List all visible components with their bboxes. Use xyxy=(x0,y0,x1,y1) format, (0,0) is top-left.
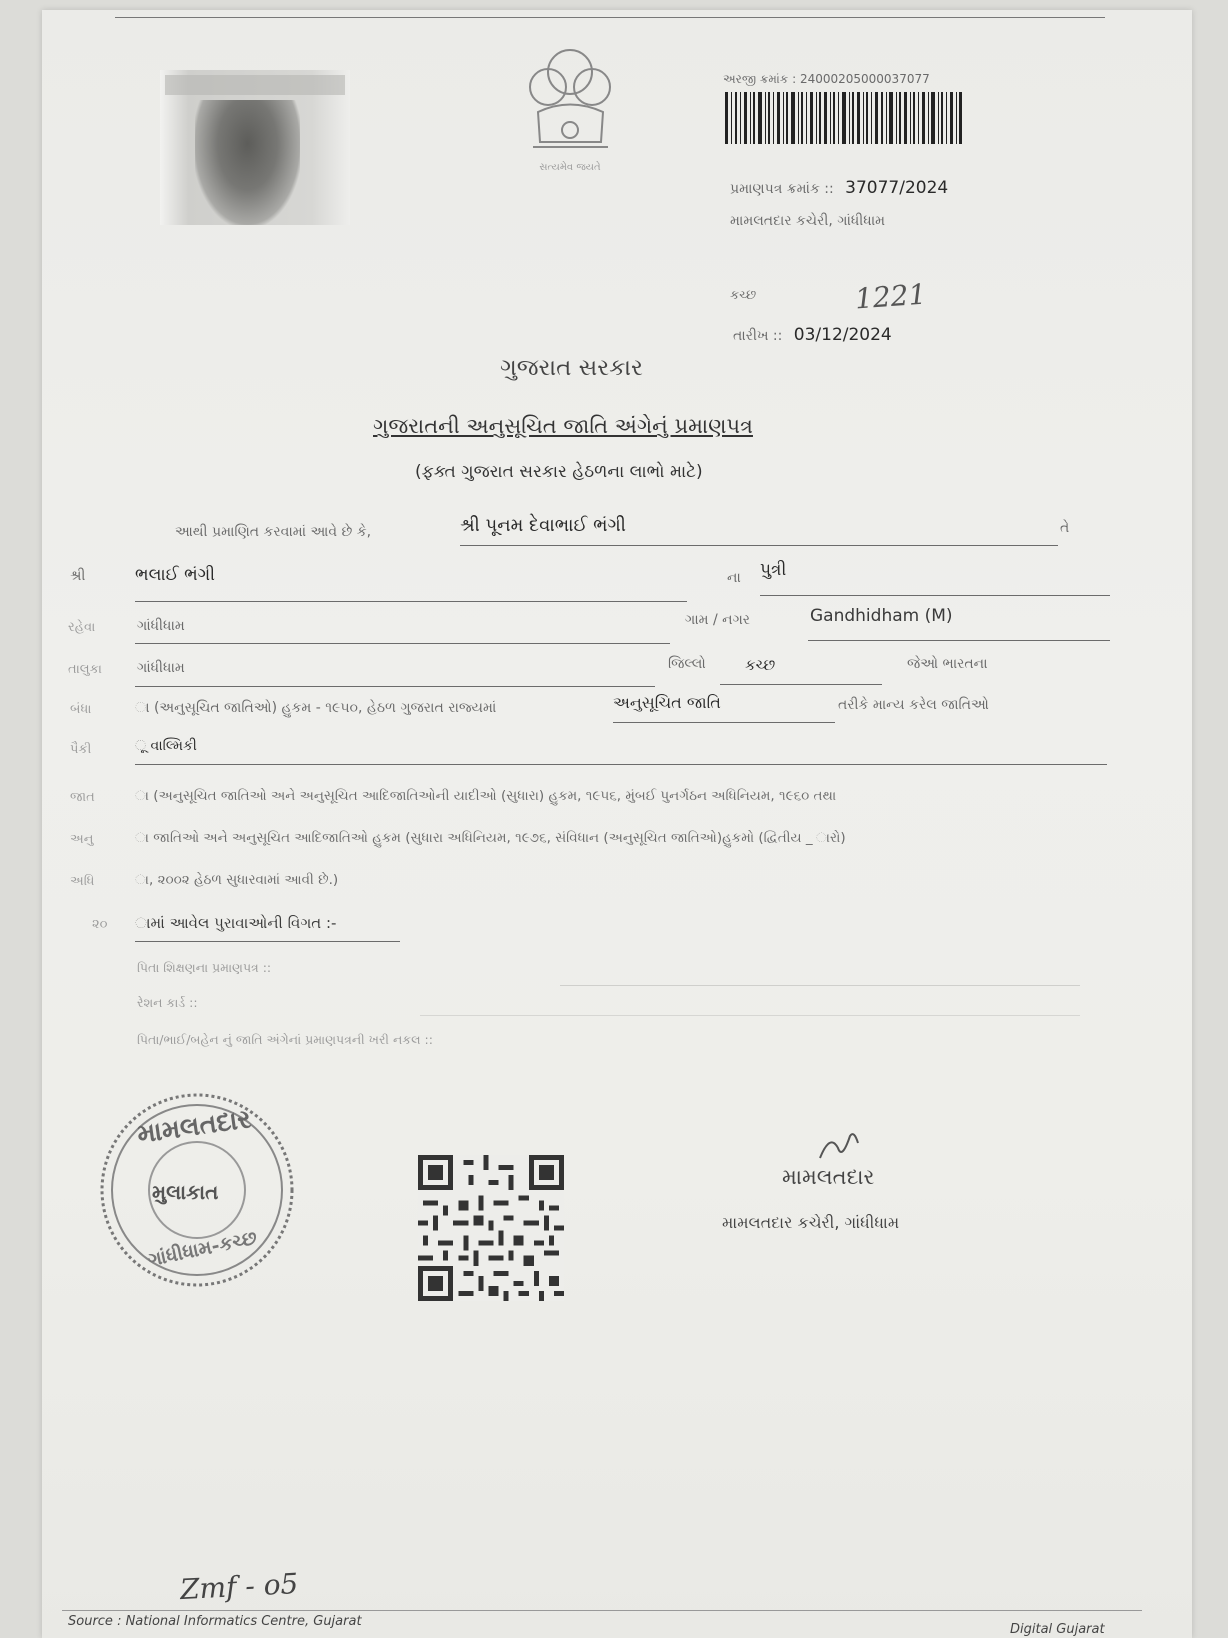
certificate-page xyxy=(42,10,1192,1638)
evidence-item-relative-certificate: પિતા/ભાઈ/બહેન નું જાતિ અંગેનાં પ્રમાણપત્રની ખરી નકલ :: xyxy=(137,1032,433,1047)
village-name: ગાંધીધામ xyxy=(137,618,185,634)
handwritten-register-number: 1221 xyxy=(853,277,928,316)
evidence-heading: ામાં આવેલ પુરાવાઓની વિગત :- xyxy=(135,914,337,932)
certificate-number-label: પ્રમાણપત્ર ક્રમાંક :: xyxy=(730,181,834,197)
faint-rule-1 xyxy=(560,985,1080,986)
district-underline xyxy=(720,684,882,685)
signatory-title: મામલતદાર xyxy=(782,1165,875,1189)
relation: પુત્રી xyxy=(760,560,787,580)
barcode xyxy=(725,92,965,144)
evidence-item-ration-card: રેશન કાર્ડ :: xyxy=(137,995,198,1010)
district-label: જિલ્લો xyxy=(668,656,706,672)
applicant-name: શ્રી પૂનમ દેવાભાઈ ભંગી xyxy=(460,515,626,536)
caste-prefix: પૈકી xyxy=(70,742,92,757)
seal-top-text: મામલતદાર xyxy=(135,1104,253,1150)
application-number: અરજી ક્રમાંક : 240002050000370​77 xyxy=(723,72,930,86)
qr-code[interactable] xyxy=(418,1155,564,1301)
faint-rule-2 xyxy=(420,1015,1080,1016)
handwritten-note: Zmf - o5 xyxy=(179,1566,300,1607)
footer-line xyxy=(62,1610,1142,1611)
residence-prefix: રહેવા xyxy=(68,620,96,635)
legal-paragraph-line-2: ા જાતિઓ અને અનુસૂચિત આદિજાતિઓ હુકમ (સુધારા અધિનિયમ, ૧૯૭૬, સંવિધાન (અનુસૂચિત જાતિઓ)હુકમો (દ્વિતીય _ ારો) xyxy=(135,830,846,846)
evidence-heading-underline xyxy=(135,941,400,942)
seal-middle-text: મુલાકાત xyxy=(152,1180,219,1204)
para3-prefix: અધિ xyxy=(70,874,95,889)
recognized-castes-text: તરીકે માન્ય કરેલ જાતિઓ xyxy=(838,697,989,713)
certificate-number: 37077/2024 xyxy=(845,178,949,198)
certificate-title: ગુજરાતની અનુસૂચિત જાતિ અંગેનું પ્રમાણપત્ર xyxy=(373,414,753,438)
town-label: ગામ / નગર xyxy=(685,612,751,628)
digital-gujarat-brand: Digital Gujarat xyxy=(1010,1622,1105,1637)
applicant-name-underline xyxy=(460,545,1058,546)
relation-underline xyxy=(760,595,1110,596)
father-name: ભલાઈ ભંગી xyxy=(135,565,216,585)
para1-prefix: જાત xyxy=(70,790,95,805)
taluka-name: ગાંધીધામ xyxy=(137,660,185,676)
certify-prefix: આથી પ્રમાણિત કરવામાં આવે છે કે, xyxy=(175,524,372,540)
certify-suffix: તે xyxy=(1060,520,1070,536)
taluka-prefix: તાલુકા xyxy=(68,662,102,677)
certificate-subtitle: (ફક્ત ગુજરાત સરકાર હેઠળના લાભો માટે) xyxy=(415,462,703,482)
applicant-photo xyxy=(160,70,350,225)
legal-paragraph-line-1: ા (અનુસૂચિત જાતિઓ અને અનુસૂચિત આદિજાતિઓની યાદીઓ (સુધારા) હુકમ, ૧૯૫૬, મુંબઈ પુનર્ગઠન અધિનિયમ, ૧૯૬૦ તથા xyxy=(135,788,837,804)
village-underline xyxy=(135,643,670,644)
evidence-prefix: ૨૦ xyxy=(92,917,108,932)
order-text: ા (અનુસૂચિત જાતિઓ) હુકમ - ૧૯૫૦, હેઠળ ગુજરાત રાજ્યમાં xyxy=(135,700,497,716)
certificate-number-row xyxy=(730,178,948,198)
nationality-text: જેઓ ભારતના xyxy=(907,656,988,672)
government-title: ગુજરાત સરકાર xyxy=(500,355,643,381)
top-border-line xyxy=(115,17,1105,18)
town-underline xyxy=(808,640,1110,641)
district-name: કચ્છ xyxy=(745,656,776,674)
seal-bottom-text: ગાંધીધામ-કચ્છ xyxy=(145,1226,260,1272)
svg-text:સત્યમેવ જયતે: સત્યમેવ જયતે xyxy=(539,162,601,173)
signature-mark xyxy=(810,1128,870,1168)
father-name-underline xyxy=(135,601,687,602)
relation-connector: ના xyxy=(727,570,741,586)
issue-date-label: તારીખ :: xyxy=(733,328,783,344)
signatory-office: મામલતદાર કચેરી, ગાંધીધામ xyxy=(722,1213,900,1232)
taluka-underline xyxy=(135,686,655,687)
caste-category: અનુસૂચિત જાતિ xyxy=(613,693,721,712)
evidence-item-education: પિતા શિક્ષણના પ્રમાણપત્ર :: xyxy=(137,960,272,975)
caste-category-underline xyxy=(613,722,835,723)
para2-prefix: અનુ xyxy=(70,832,94,847)
father-prefix: શ્રી xyxy=(70,568,86,584)
issue-date: 03/12/2024 xyxy=(793,325,892,345)
caste-underline xyxy=(135,764,1107,765)
national-emblem-icon xyxy=(513,42,628,190)
town-name: Gandhidham (M) xyxy=(810,606,953,626)
source-text: Source : National Informatics Centre, Gujarat xyxy=(68,1614,362,1629)
caste-name: ૂ વાલ્મિકી xyxy=(135,738,197,754)
district-stamp: કચ્છ xyxy=(730,288,757,303)
office-name-header: મામલતદાર કચેરી, ગાંધીધામ xyxy=(730,213,886,229)
office-seal xyxy=(97,1090,297,1290)
legal-paragraph-line-3: ા, ૨૦૦૨ હેઠળ સુધારવામાં આવી છે.) xyxy=(135,872,339,888)
issue-date-row xyxy=(733,325,892,345)
order-prefix: બંધા xyxy=(70,702,92,717)
